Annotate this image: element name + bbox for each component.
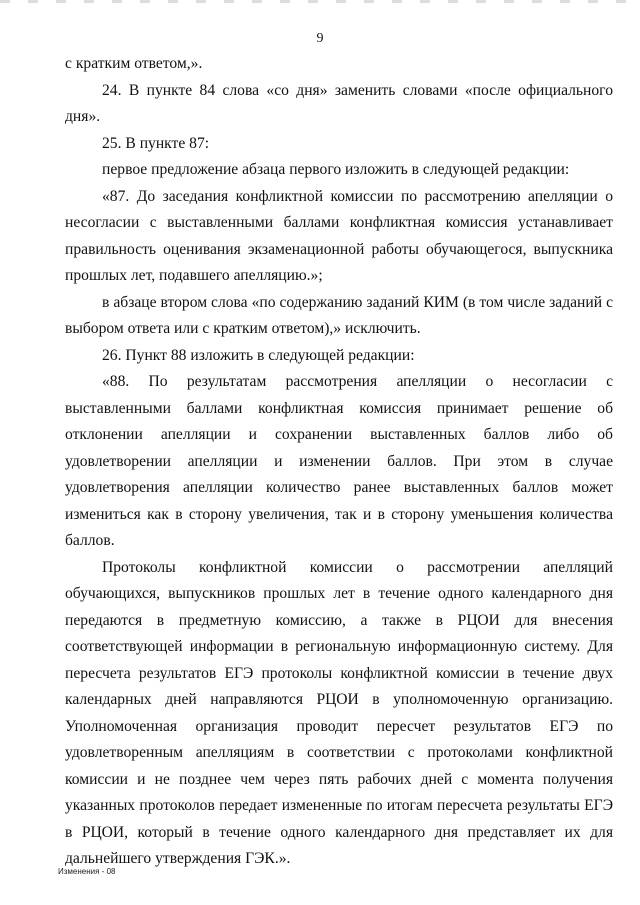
paragraph-item-24: 24. В пункте 84 слова «со дня» заменить словами «после официального дня». [65,81,613,125]
paragraph-second-abzac: в абзаце втором слова «по содержанию заданий КИМ (в том числе заданий с выбором ответа или с кратким ответом),» исключить. [65,293,613,337]
footer-label: Изменения - 08 [58,867,116,876]
paragraph-item-26: 26. Пункт 88 изложить в следующей редакции: [102,346,415,364]
paragraph-item-25: 25. В пункте 87: [102,134,210,152]
scan-top-edge [0,0,640,3]
paragraph-quote-88: «88. По результатам рассмотрения апелляции о несогласии с выставленными баллами конфликтная комиссия принимает решение об отклонении апелляции и сохранении выставленных баллов либо об удовлетворении апелляции и изменении баллов. При этом в случае удовлетворения апелляции количество ранее выставленных баллов может измениться как в сторону увеличения, так и в сторону уменьшения количества баллов. [65,373,613,549]
document-body [65,51,613,873]
paragraph-quote-87: «87. До заседания конфликтной комиссии по рассмотрению апелляции о несогласии с выставленными баллами конфликтная комиссия устанавливает правильность оценивания экзаменационной работы обучающегося, выпускника прошлых лет, подавшего апелляцию.»; [65,187,613,284]
paragraph-continuation: с кратким ответом,». [65,55,203,72]
paragraph-first-sentence-instruction: первое предложение абзаца первого изложить в следующей редакции: [102,161,570,178]
page-number: 9 [316,31,324,46]
paragraph-protocols: Протоколы конфликтной комиссии о рассмотрении апелляций обучающихся, выпускников прошлых лет в течение одного календарного дня передаются в предметную комиссию, а также в РЦОИ для внесения соответствующей информации в региональную информационную систему. Для пересчета результатов ЕГЭ протоколы конфликтной комиссии в течение двух календарных дней направляются РЦОИ в уполномоченную организацию. Уполномоченная организация проводит пересчет результатов ЕГЭ по удовлетворенным апелляциям в соответствии с протоколами конфликтной комиссии и не позднее чем через пять рабочих дней с момента получения указанных протоколов передает измененные по итогам пересчета результаты ЕГЭ в РЦОИ, который в течение одного календарного дня представляет их для дальнейшего утверждения ГЭК.». [65,558,613,867]
